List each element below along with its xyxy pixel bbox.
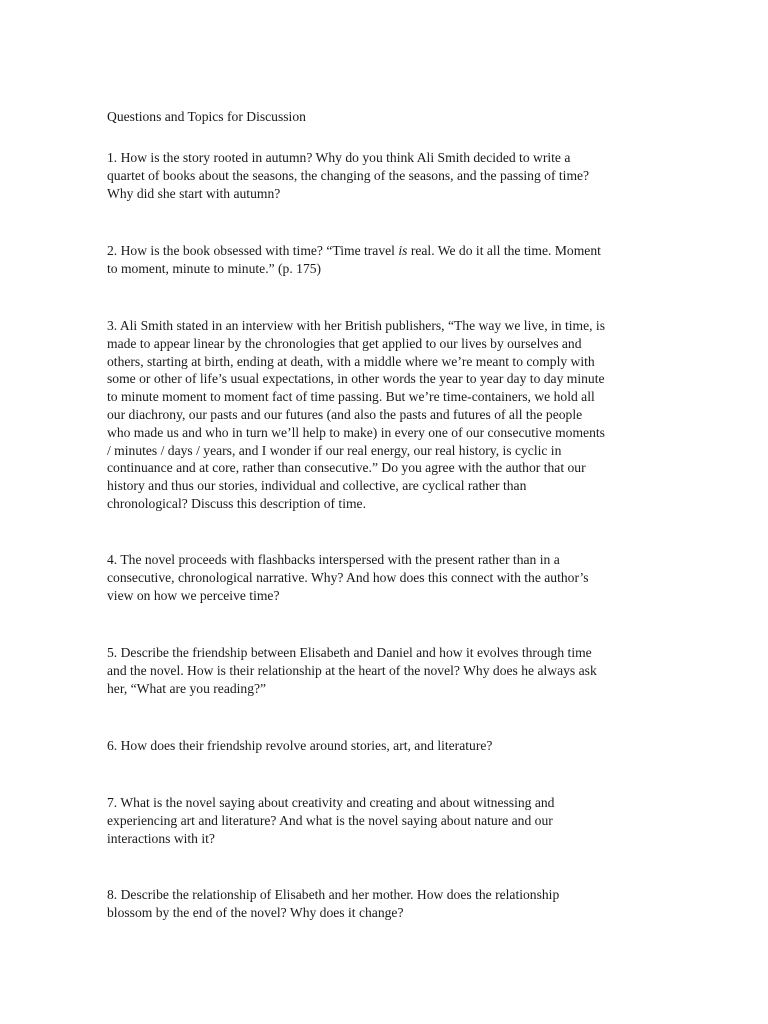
- question-6: [107, 737, 667, 755]
- question-2-text: 2. How is the book obsessed with time? “Time travel: [107, 243, 399, 258]
- question-7-line: experiencing art and literature? And what is the novel saying about nature and our: [107, 812, 553, 828]
- question-7-line: 7. What is the novel saying about creativity and creating and about witnessing and: [107, 795, 555, 810]
- question-2-text: real. We do it all the time. Moment: [407, 243, 601, 258]
- question-5-line: her, “What are you reading?”: [107, 680, 267, 696]
- question-3-line: history and thus our stories, individual and collective, are cyclical rather than: [107, 478, 527, 494]
- question-4-line: consecutive, chronological narrative. Why? And how does this connect with the author’s: [107, 569, 589, 585]
- question-3-line: some or other of life’s usual expectations, in other words the year to year day to day minute: [107, 371, 605, 387]
- question-1-line: quartet of books about the seasons, the changing of the seasons, and the passing of time?: [107, 167, 590, 183]
- question-3-line: / minutes / days / years, and I wonder if our real energy, our real history, is cyclic in: [107, 442, 562, 458]
- question-5: [107, 644, 667, 697]
- question-4: [107, 551, 667, 604]
- question-4-line: view on how we perceive time?: [107, 587, 280, 603]
- question-3-line: chronological? Discuss this description of time.: [107, 495, 366, 511]
- question-1-line: Why did she start with autumn?: [107, 185, 281, 201]
- question-3-line: others, starting at birth, ending at death, with a middle where we’re meant to comply with: [107, 353, 595, 369]
- question-8: [107, 886, 667, 922]
- question-8-line: blossom by the end of the novel? Why does it change?: [107, 904, 404, 920]
- question-2-line: [107, 242, 667, 260]
- question-3-line: to minute moment to moment fact of time passing. But we’re time-containers, we hold all: [107, 389, 595, 405]
- question-3: [107, 317, 667, 513]
- page-title: Questions and Topics for Discussion: [107, 109, 306, 124]
- question-2-line: to moment, minute to minute.” (p. 175): [107, 260, 322, 276]
- question-6-line: 6. How does their friendship revolve around stories, art, and literature?: [107, 738, 493, 753]
- question-2: [107, 242, 667, 278]
- question-8-line: 8. Describe the relationship of Elisabeth and her mother. How does the relationship: [107, 887, 560, 902]
- question-5-line: and the novel. How is their relationship at the heart of the novel? Why does he always ask: [107, 662, 597, 678]
- question-3-line: 3. Ali Smith stated in an interview with her British publishers, “The way we live, in time, is: [107, 318, 605, 333]
- question-7-line: interactions with it?: [107, 830, 215, 846]
- question-2-emphasis: is: [398, 243, 408, 258]
- question-7: [107, 794, 667, 847]
- question-3-line: made to appear linear by the chronologies that get applied to our lives by ourselves and: [107, 335, 582, 351]
- question-3-line: our diachrony, our pasts and our futures (and also the pasts and futures of all the people: [107, 406, 583, 422]
- question-5-line: 5. Describe the friendship between Elisabeth and Daniel and how it evolves through time: [107, 645, 592, 660]
- question-1: [107, 149, 667, 202]
- question-4-line: 4. The novel proceeds with flashbacks interspersed with the present rather than in a: [107, 552, 560, 567]
- question-3-line: who made us and who in turn we’ll help to make) in every one of our consecutive moments: [107, 424, 605, 440]
- question-1-line: 1. How is the story rooted in autumn? Why do you think Ali Smith decided to write a: [107, 150, 571, 165]
- question-3-line: continuance and at core, rather than consecutive.” Do you agree with the author that our: [107, 460, 586, 476]
